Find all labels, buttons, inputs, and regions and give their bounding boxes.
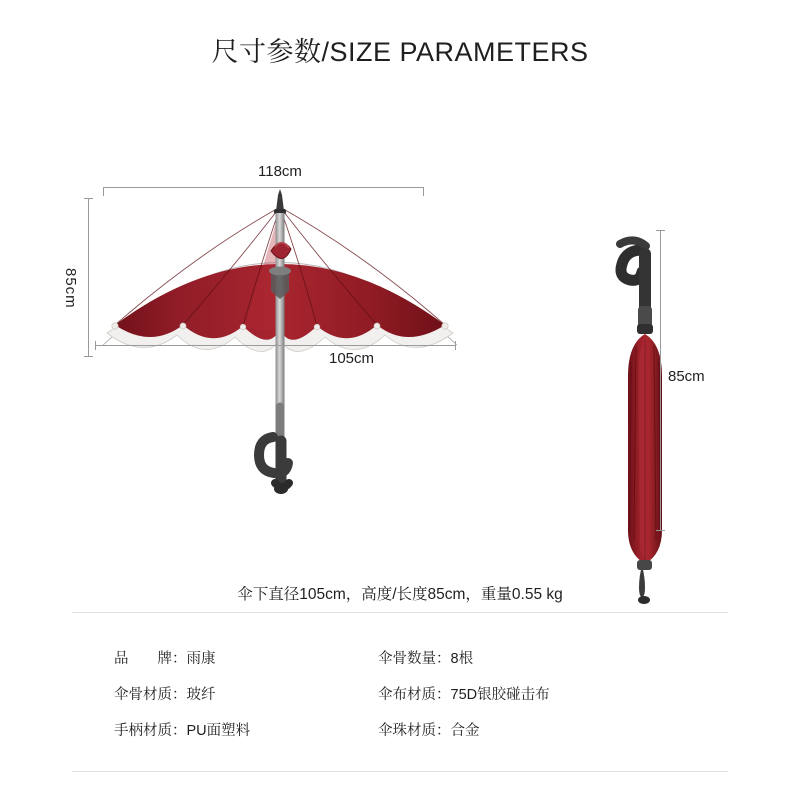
spec-fabric-material-value: 75D银胶碰击布 (450, 686, 550, 703)
page-title: 尺寸参数/SIZE PARAMETERS (211, 37, 589, 67)
spec-rib-count (362, 647, 692, 668)
spec-handle-material-value: PU面塑料 (186, 722, 251, 739)
closed-umbrella-illustration (590, 210, 700, 615)
table-row (72, 639, 728, 675)
spec-handle-material (72, 719, 362, 740)
spec-brand (72, 647, 362, 668)
height-tick-top (84, 198, 93, 199)
closed-height-tick-bottom (656, 530, 665, 531)
span-measure-line (95, 345, 455, 346)
span-tick-right (455, 341, 456, 350)
spec-fabric-material-key: 伞布材质： (378, 686, 451, 703)
spec-bead-material (362, 719, 692, 740)
span-tick-left (95, 341, 96, 350)
closed-height-label-85cm: 85cm (668, 368, 705, 385)
spec-bead-material-value: 合金 (450, 722, 480, 739)
spec-handle-material-key: 手柄材质： (114, 722, 187, 739)
height-measure-line (88, 198, 89, 356)
spec-bead-material-key: 伞珠材质： (378, 722, 451, 739)
open-umbrella-illustration (85, 185, 505, 560)
width-tick-right (423, 187, 424, 196)
summary-text: 伞下直径105cm，高度/长度85cm，重量0.55 kg (237, 586, 563, 603)
closed-height-tick-top (656, 230, 665, 231)
span-label-105cm: 105cm (323, 350, 380, 367)
closed-height-measure-line (660, 230, 661, 530)
height-tick-bottom (84, 356, 93, 357)
dimension-diagram (0, 140, 800, 560)
spec-fabric-material (362, 683, 692, 704)
spec-rib-material-value: 玻纤 (186, 686, 216, 703)
table-row (72, 675, 728, 711)
spec-brand-key: 品 牌： (114, 650, 187, 667)
width-measure-line (103, 187, 423, 188)
spec-rib-material-key: 伞骨材质： (114, 686, 187, 703)
spec-rib-count-value: 8根 (450, 650, 474, 667)
spec-table (72, 612, 728, 772)
spec-rib-material (72, 683, 362, 704)
height-label-85cm: 85cm (62, 268, 79, 309)
table-row (72, 711, 728, 747)
spec-brand-value: 雨康 (186, 650, 216, 667)
width-label-118cm: 118cm (258, 163, 302, 180)
spec-rib-count-key: 伞骨数量： (378, 650, 451, 667)
width-tick-left (103, 187, 104, 196)
